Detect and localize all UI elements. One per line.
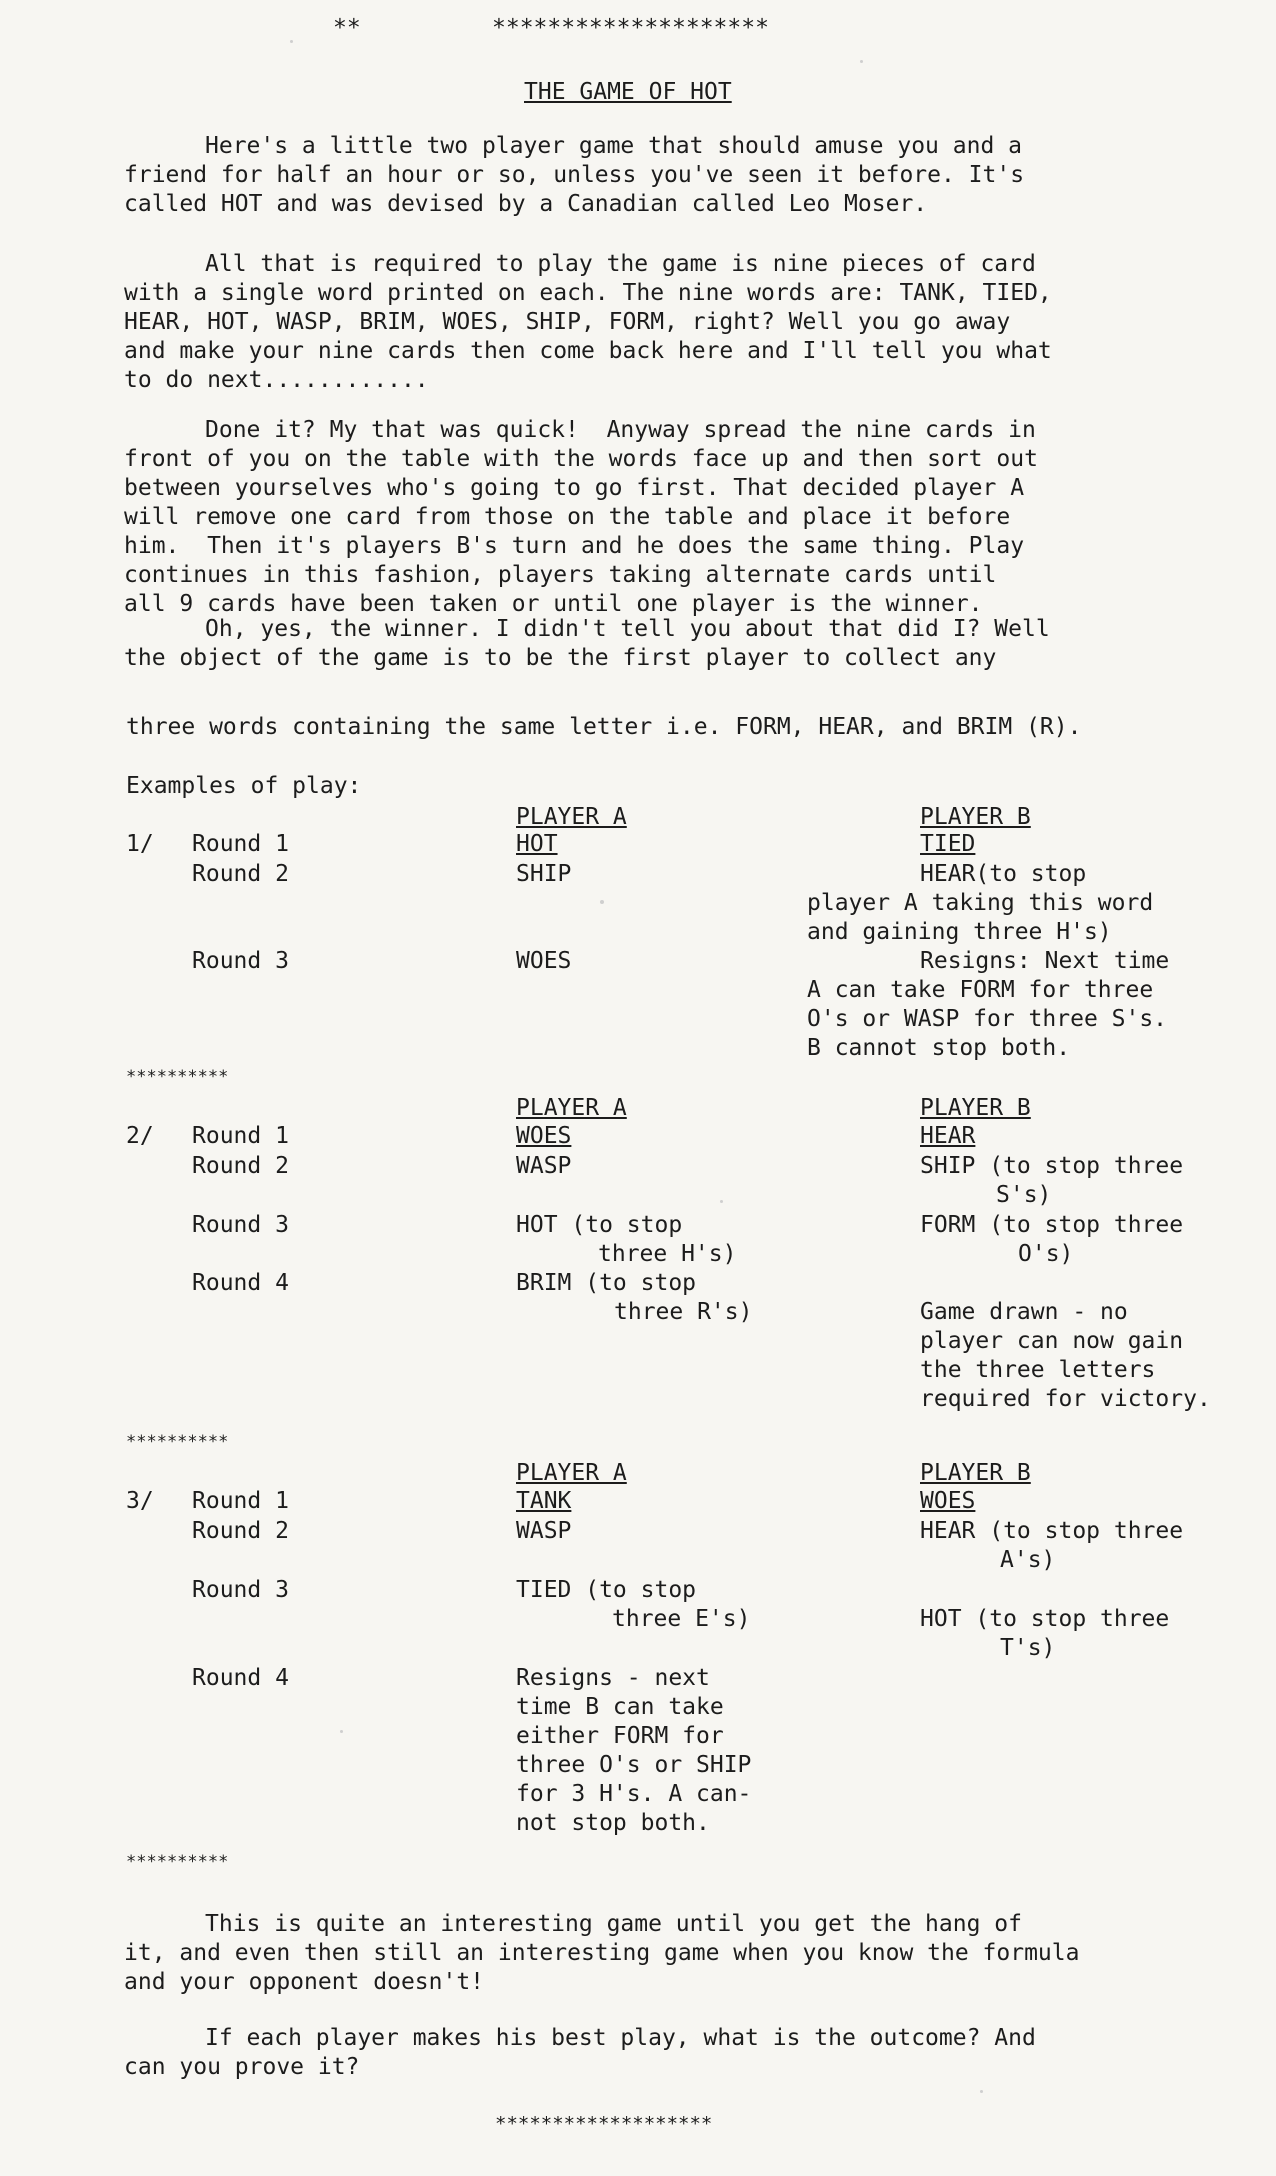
- player-b-move: HEAR (to stop three: [920, 1518, 1184, 1544]
- player-b-move: FORM (to stop three: [920, 1212, 1184, 1238]
- text-line: friend for half an hour or so, unless you've seen it before. It's: [124, 162, 1025, 188]
- text-line: it, and even then still an interesting game when you know the formula: [124, 1940, 1080, 1966]
- scan-speck: [600, 900, 604, 904]
- scan-speck: [340, 1730, 343, 1733]
- separator: **********: [126, 1852, 229, 1872]
- text-line: to do next............: [124, 367, 429, 393]
- text-line: all 9 cards have been taken or until one player is the winner.: [124, 591, 983, 617]
- page-title: THE GAME OF HOT: [524, 79, 732, 105]
- text-line: All that is required to play the game is nine pieces of card: [205, 251, 1036, 277]
- player-a-move: BRIM (to stop: [516, 1270, 697, 1296]
- text-line: continues in this fashion, players taking alternate cards until: [124, 562, 997, 588]
- round-label: Round 2: [192, 1518, 289, 1544]
- player-a-move: Resigns - next: [516, 1665, 710, 1691]
- player-b-move: S's): [996, 1182, 1052, 1208]
- player-b-header: PLAYER B: [920, 1095, 1031, 1121]
- player-a-move: TANK: [516, 1488, 572, 1514]
- round-label: Round 4: [192, 1665, 289, 1691]
- player-b-header: PLAYER B: [920, 1460, 1031, 1486]
- text-line: Here's a little two player game that should amuse you and a: [205, 133, 1022, 159]
- player-b-move: A's): [1000, 1547, 1056, 1573]
- player-a-move: three R's): [614, 1299, 753, 1325]
- player-a-move: WOES: [516, 948, 572, 974]
- example-number: 2/: [126, 1123, 154, 1149]
- player-b-move: B cannot stop both.: [807, 1035, 1071, 1061]
- closing-paragraph-1: [124, 1910, 1254, 1997]
- player-a-move: WASP: [516, 1518, 572, 1544]
- footer-stars: *******************: [495, 2113, 713, 2135]
- player-b-header: PLAYER B: [920, 804, 1031, 830]
- scan-speck: [720, 1200, 723, 1203]
- text-line: can you prove it?: [124, 2054, 360, 2080]
- player-a-move: not stop both.: [516, 1810, 710, 1836]
- round-label: Round 3: [192, 1577, 289, 1603]
- player-a-move: TIED (to stop: [516, 1577, 697, 1603]
- scan-speck: [290, 40, 293, 43]
- text-line: This is quite an interesting game until you get the hang of: [205, 1911, 1022, 1937]
- player-b-move: HEAR(to stop: [920, 861, 1087, 887]
- round-label: Round 1: [192, 831, 289, 857]
- round-label: Round 2: [192, 1153, 289, 1179]
- example-number: 1/: [126, 831, 154, 857]
- text-line: Oh, yes, the winner. I didn't tell you about that did I? Well: [205, 616, 1050, 642]
- header-stars-left: **: [333, 15, 361, 41]
- player-a-move: SHIP: [516, 861, 572, 887]
- player-a-move: three H's): [598, 1241, 737, 1267]
- intro-paragraph-3: [124, 416, 1254, 619]
- player-b-move: TIED: [920, 831, 976, 857]
- player-b-move: Resigns: Next time: [920, 948, 1170, 974]
- example-number: 3/: [126, 1488, 154, 1514]
- round-label: Round 2: [192, 861, 289, 887]
- player-b-move: HOT (to stop three: [920, 1606, 1170, 1632]
- closing-paragraph-2: [124, 2024, 1254, 2082]
- examples-heading: Examples of play:: [126, 773, 362, 799]
- player-b-move: O's): [1018, 1241, 1074, 1267]
- text-line: and your opponent doesn't!: [124, 1969, 485, 1995]
- player-a-header: PLAYER A: [516, 804, 627, 830]
- text-line: the object of the game is to be the first player to collect any: [124, 645, 997, 671]
- player-a-move: three O's or SHIP: [516, 1752, 752, 1778]
- scan-speck: [860, 60, 863, 63]
- intro-paragraph-1: [124, 132, 1254, 219]
- text-line: If each player makes his best play, what is the outcome? And: [205, 2025, 1036, 2051]
- text-line: front of you on the table with the words face up and then sort out: [124, 446, 1038, 472]
- player-a-move: three E's): [612, 1606, 751, 1632]
- player-a-move: either FORM for: [516, 1723, 724, 1749]
- player-a-move: WOES: [516, 1123, 572, 1149]
- player-b-move: player can now gain: [920, 1328, 1184, 1354]
- player-a-move: for 3 H's. A can-: [516, 1781, 752, 1807]
- player-b-move: player A taking this word: [807, 890, 1154, 916]
- separator: **********: [126, 1432, 229, 1452]
- player-a-header: PLAYER A: [516, 1460, 627, 1486]
- text-line: will remove one card from those on the table and place it before: [124, 504, 1011, 530]
- player-b-move: O's or WASP for three S's.: [807, 1006, 1168, 1032]
- player-b-move: the three letters: [920, 1357, 1156, 1383]
- text-line: and make your nine cards then come back here and I'll tell you what: [124, 338, 1052, 364]
- intro-paragraph-4: [124, 615, 1254, 673]
- player-b-move: WOES: [920, 1488, 976, 1514]
- player-b-move: Game drawn - no: [920, 1299, 1128, 1325]
- intro-paragraph-4-end: three words containing the same letter i.e. FORM, HEAR, and BRIM (R).: [126, 714, 1082, 740]
- player-a-move: WASP: [516, 1153, 572, 1179]
- text-line: called HOT and was devised by a Canadian called Leo Moser.: [124, 191, 928, 217]
- player-a-header: PLAYER A: [516, 1095, 627, 1121]
- intro-paragraph-2: [124, 250, 1254, 395]
- player-b-move: required for victory.: [920, 1386, 1211, 1412]
- player-b-move: A can take FORM for three: [807, 977, 1154, 1003]
- player-a-move: HOT: [516, 831, 558, 857]
- text-line: between yourselves who's going to go first. That decided player A: [124, 475, 1025, 501]
- round-label: Round 1: [192, 1123, 289, 1149]
- separator: **********: [126, 1067, 229, 1087]
- player-b-move: T's): [1000, 1635, 1056, 1661]
- text-line: him. Then it's players B's turn and he does the same thing. Play: [124, 533, 1025, 559]
- header-stars-right: ********************: [492, 15, 769, 41]
- scan-speck: [980, 2090, 983, 2093]
- round-label: Round 3: [192, 948, 289, 974]
- round-label: Round 3: [192, 1212, 289, 1238]
- player-b-move: HEAR: [920, 1123, 976, 1149]
- round-label: Round 4: [192, 1270, 289, 1296]
- text-line: with a single word printed on each. The nine words are: TANK, TIED,: [124, 280, 1052, 306]
- player-b-move: and gaining three H's): [807, 919, 1112, 945]
- player-a-move: HOT (to stop: [516, 1212, 683, 1238]
- round-label: Round 1: [192, 1488, 289, 1514]
- text-line: Done it? My that was quick! Anyway spread the nine cards in: [205, 417, 1036, 443]
- player-a-move: time B can take: [516, 1694, 724, 1720]
- player-b-move: SHIP (to stop three: [920, 1153, 1184, 1179]
- text-line: HEAR, HOT, WASP, BRIM, WOES, SHIP, FORM, right? Well you go away: [124, 309, 1011, 335]
